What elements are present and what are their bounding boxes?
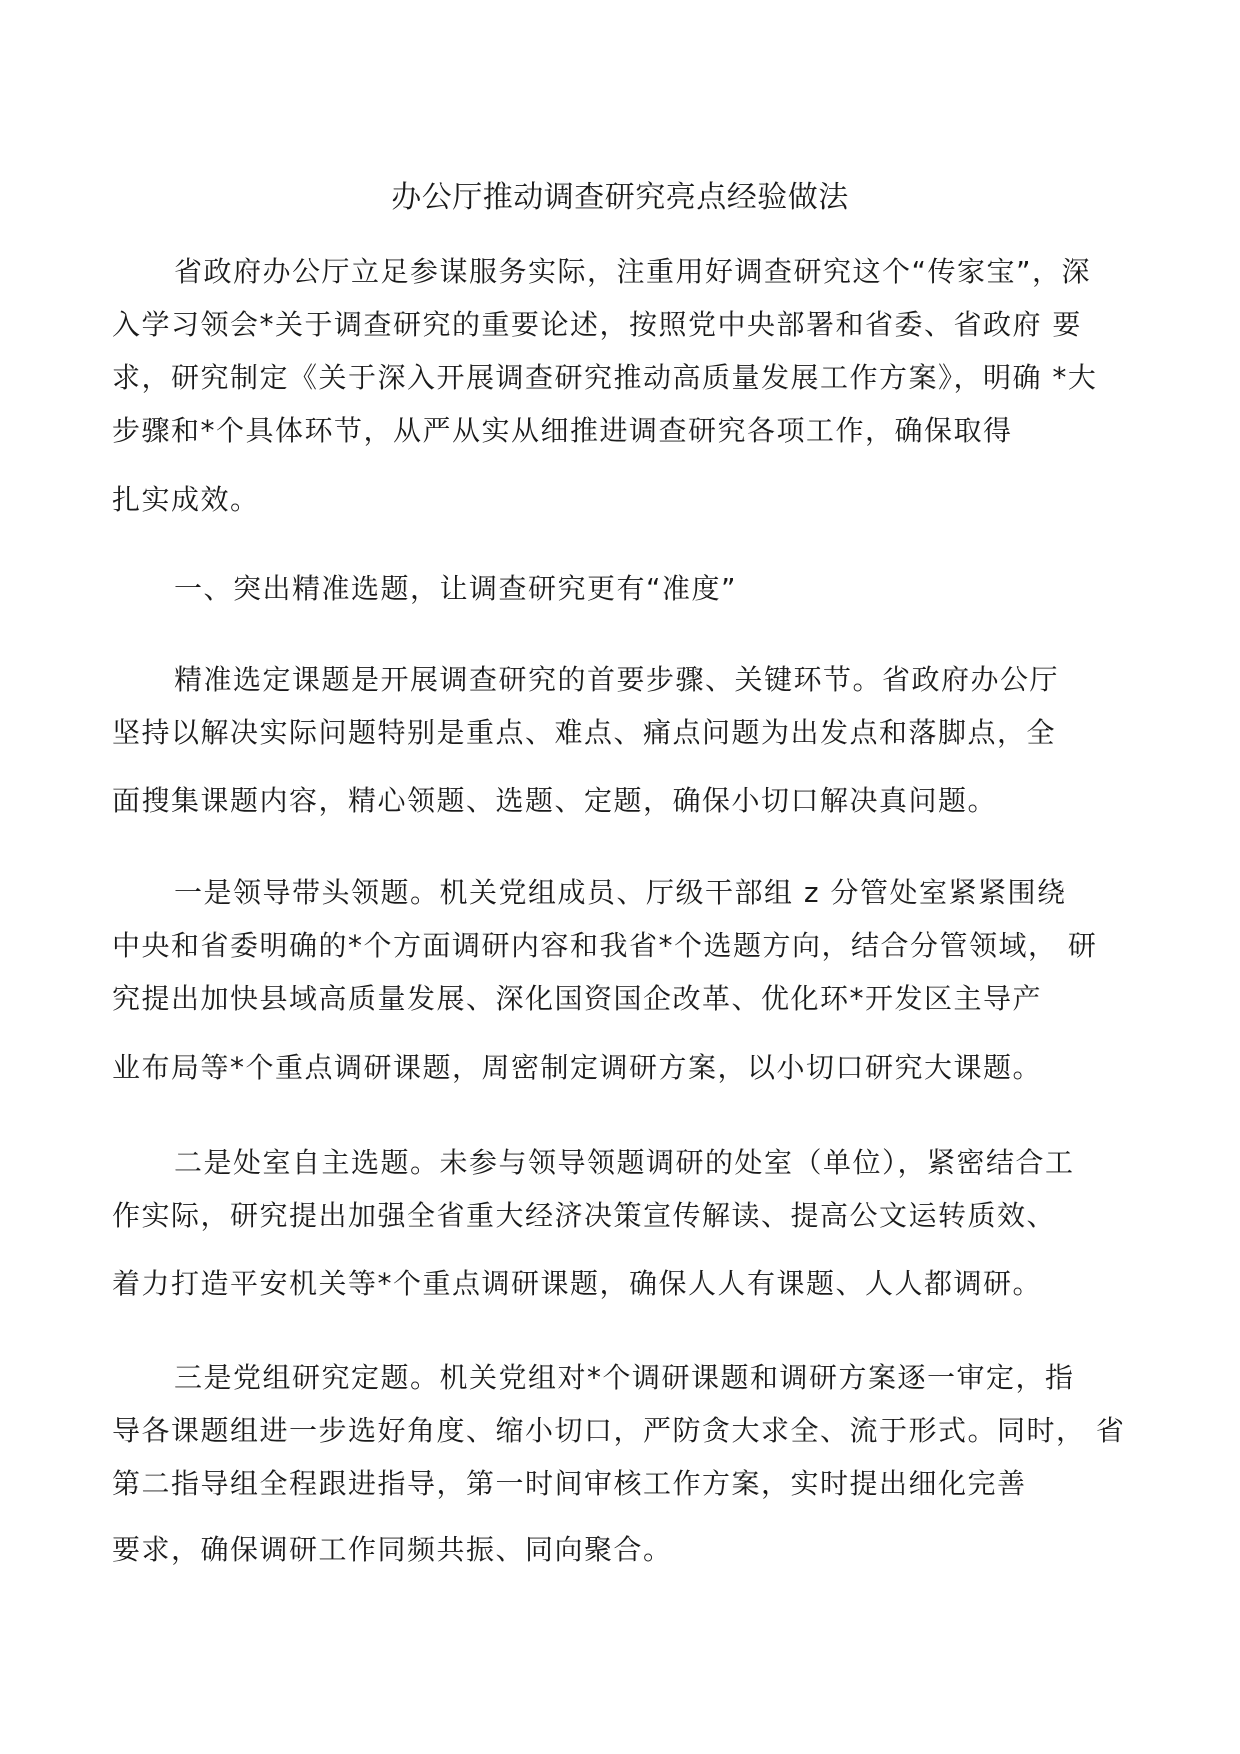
body-line: 业布局等*个重点调研课题，周密制定调研方案，以小切口研究大课题。 bbox=[112, 1051, 1043, 1084]
body-line: 入学习领会*关于调查研究的重要论述，按照党中央部署和省委、省政府 要 bbox=[112, 308, 1082, 341]
body-line: 要求，确保调研工作同频共振、同向聚合。 bbox=[112, 1533, 673, 1566]
body-line: 扎实成效。 bbox=[112, 483, 260, 516]
body-line: 着力打造平安机关等*个重点调研课题，确保人人有课题、人人都调研。 bbox=[112, 1267, 1043, 1300]
body-line: 二是处室自主选题。未参与领导领题调研的处室（单位），紧密结合工 bbox=[174, 1146, 1075, 1179]
body-line: 面搜集课题内容，精心领题、选题、定题，确保小切口解决真问题。 bbox=[112, 784, 998, 817]
body-line: 坚持以解决实际问题特别是重点、难点、痛点问题为出发点和落脚点，全 bbox=[112, 716, 1057, 749]
body-line: 作实际，研究提出加强全省重大经济决策宣传解读、提高公文运转质效、 bbox=[112, 1199, 1057, 1232]
body-line: 究提出加快县域高质量发展、深化国资国企改革、优化环*开发区主导产 bbox=[112, 982, 1043, 1015]
body-line: 中央和省委明确的*个方面调研内容和我省*个选题方向，结合分管领域， 研 bbox=[112, 929, 1098, 962]
body-line: 第二指导组全程跟进指导，第一时间审核工作方案，实时提出细化完善 bbox=[112, 1467, 1027, 1500]
document-title: 办公厅推动调查研究亮点经验做法 bbox=[391, 180, 849, 215]
section-heading: 一、突出精准选题，让调查研究更有“准度” bbox=[174, 572, 738, 605]
body-line: 省政府办公厅立足参谋服务实际，注重用好调查研究这个“传家宝”，深 bbox=[174, 255, 1092, 288]
body-line: 求，研究制定《关于深入开展调查研究推动高质量发展工作方案》，明确 *大 bbox=[112, 361, 1098, 394]
body-line: 一是领导带头领题。机关党组成员、厅级干部组 z 分管处室紧紧围绕 bbox=[174, 876, 1067, 909]
body-line: 步骤和*个具体环节，从严从实从细推进调查研究各项工作，确保取得 bbox=[112, 414, 1013, 447]
body-line: 三是党组研究定题。机关党组对*个调研课题和调研方案逐一审定，指 bbox=[174, 1361, 1075, 1394]
body-line: 精准选定课题是开展调查研究的首要步骤、关键环节。省政府办公厅 bbox=[174, 663, 1060, 696]
body-line: 导各课题组进一步选好角度、缩小切口，严防贪大求全、流于形式。同时， 省 bbox=[112, 1414, 1126, 1447]
